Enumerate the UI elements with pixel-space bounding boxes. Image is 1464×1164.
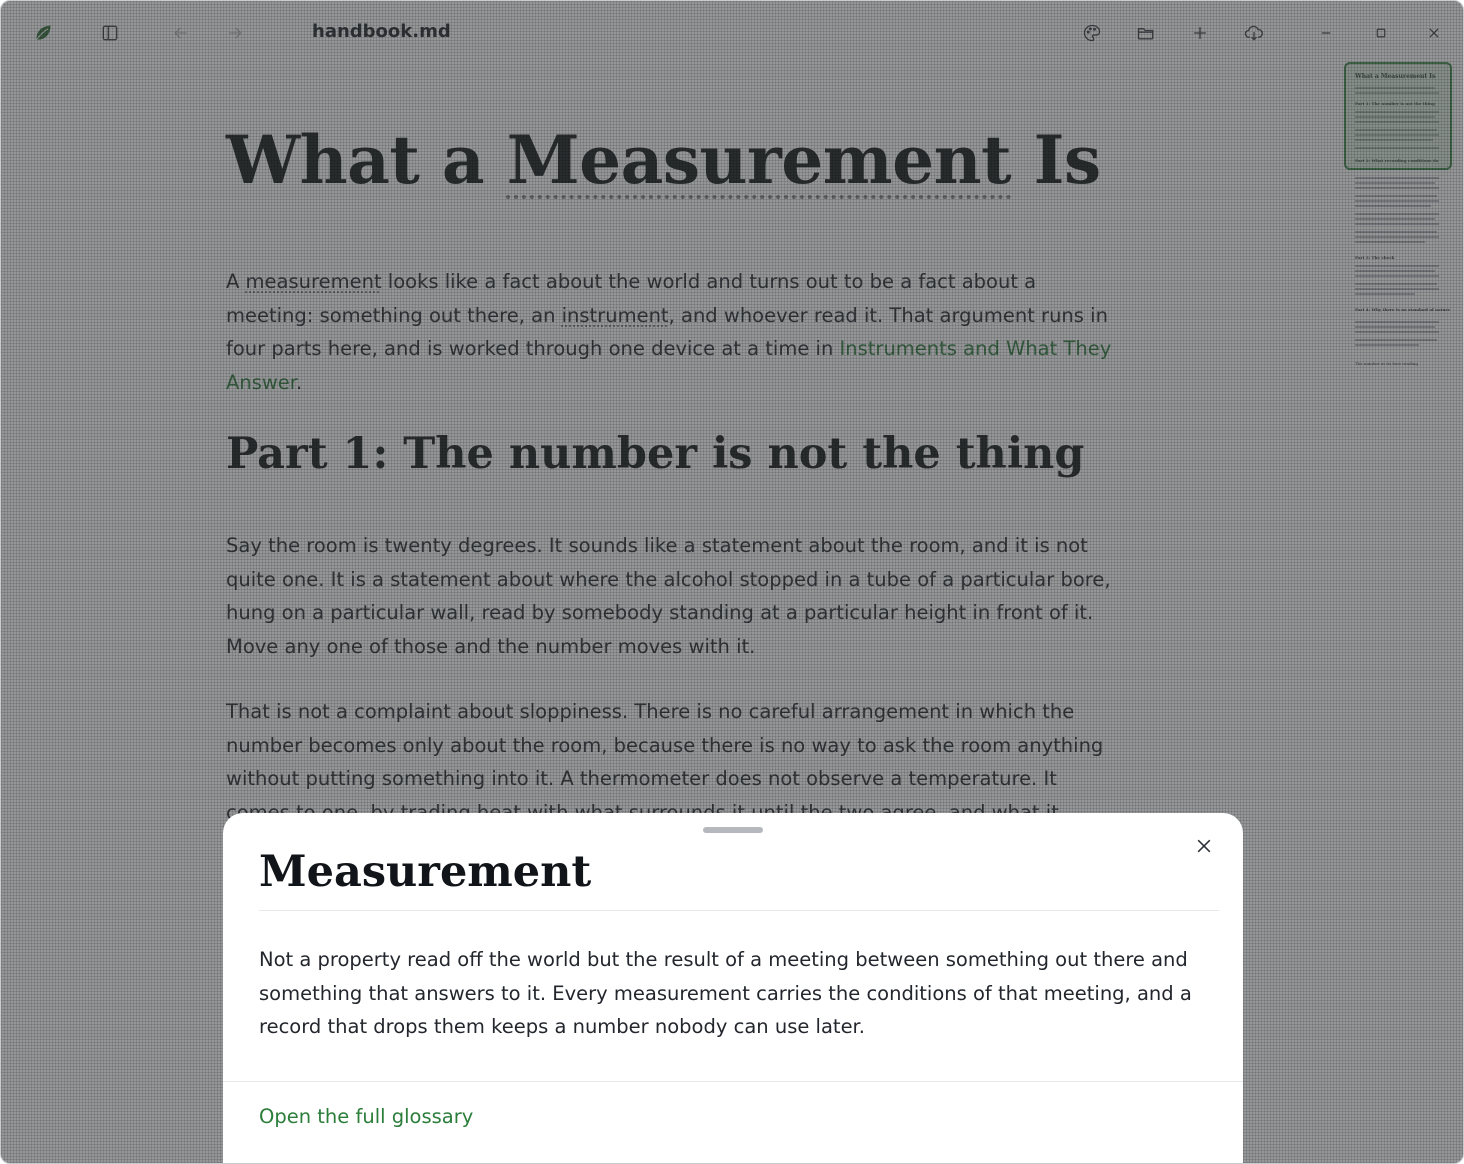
glossary-sheet: [223, 813, 1243, 1164]
close-icon: [1194, 836, 1214, 856]
open-glossary-link[interactable]: Open the full glossary: [259, 1105, 474, 1128]
divider: [259, 910, 1219, 911]
sheet-close-button[interactable]: [1189, 831, 1219, 861]
glossary-definition: Not a property read off the world but the result of a meeting between something out there and something that answers to it. Every measurement carries the conditions of that meeting, and a record that drops them keeps a number nobody can use later.: [259, 948, 1192, 1039]
glossary-term-title: Measurement: [259, 847, 592, 897]
sheet-drag-handle[interactable]: [703, 827, 763, 833]
divider: [223, 1081, 1243, 1082]
